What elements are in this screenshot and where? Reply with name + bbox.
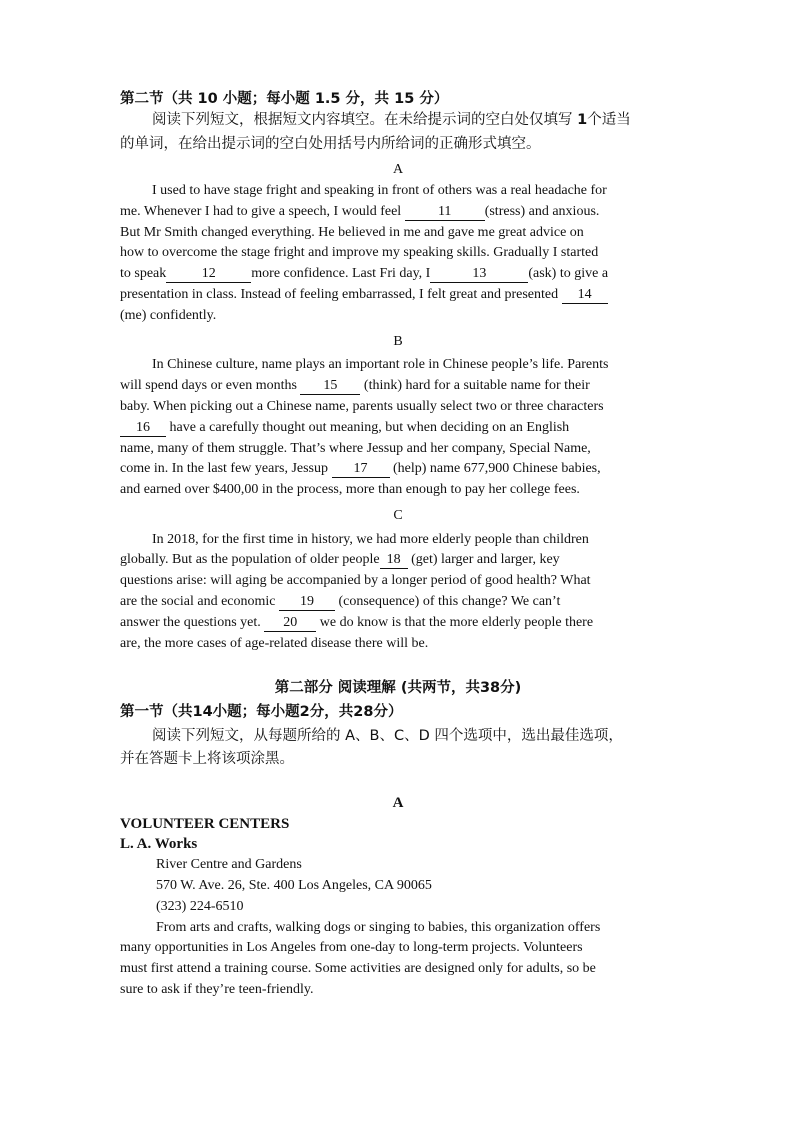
section-instruction-line2: 的单词，在给出提示词的空白处用括号内所给词的正确形式填空。: [120, 136, 541, 152]
passage-b-line: will spend days or even months 15 (think) hard for a suitable name for their: [120, 378, 590, 393]
address-line: 570 W. Ave. 26, Ste. 400 Los Angeles, CA 90065: [156, 878, 432, 893]
blank-20[interactable]: 20: [264, 615, 316, 632]
instruction-number: 1: [577, 112, 588, 128]
part-instruction-line2: 并在答题卡上将该项涂黑。: [120, 751, 294, 767]
reading-paragraph-line: From arts and crafts, walking dogs or singing to babies, this organization offers: [156, 920, 601, 935]
passage-b-line: name, many of them struggle. That’s where Jessup and her company, Special Name,: [120, 441, 591, 456]
blank-18[interactable]: 18: [380, 552, 408, 569]
passage-a-line: But Mr Smith changed everything. He believed in me and gave me great advice on: [120, 225, 584, 240]
organization-name: L. A. Works: [120, 836, 198, 852]
passage-b-line: 16 have a carefully thought out meaning, but when deciding on an English: [120, 418, 676, 438]
reading-paragraph-line: sure to ask if they’re teen-friendly.: [120, 982, 314, 997]
section-header: 第二节（共 10 小题；每小题 1.5 分，共 15 分）: [120, 91, 449, 107]
passage-label-b: B: [393, 334, 403, 349]
part-section-header: 第一节（共14小题；每小题2分，共28分）: [120, 704, 403, 720]
part-instruction-line1: 阅读下列短文，从每题所给的 A、B、C、D 四个选项中，选出最佳选项，: [152, 728, 623, 744]
phone-number: (323) 224-6510: [156, 899, 244, 914]
passage-b-line: baby. When picking out a Chinese name, parents usually select two or three characters: [120, 399, 604, 414]
passage-label-c: C: [393, 508, 403, 523]
instruction-text-b: 个适当: [587, 112, 631, 128]
blank-12[interactable]: 12: [166, 266, 251, 283]
passage-c-line: are the social and economic 19 (consequence) of this change? We can’t: [120, 594, 561, 609]
blank-14[interactable]: 14: [562, 287, 608, 304]
blank-19[interactable]: 19: [279, 594, 335, 611]
passage-a-line: presentation in class. Instead of feeling embarrassed, I felt great and presented 14: [120, 285, 676, 305]
reading-paragraph-line: many opportunities in Los Angeles from one-day to long-term projects. Volunteers: [120, 940, 583, 955]
passage-a-line: me. Whenever I had to give a speech, I would feel 11 (stress) and anxious.: [120, 204, 600, 219]
blank-16[interactable]: 16: [120, 420, 166, 437]
blank-15[interactable]: 15: [300, 378, 360, 395]
passage-b-line: In Chinese culture, name plays an important role in Chinese people’s life. Parents: [152, 357, 609, 372]
section-instruction-line1: [152, 109, 676, 131]
part-title: 第二部分 阅读理解 (共两节，共38分): [274, 680, 522, 696]
blank-17[interactable]: 17: [332, 461, 390, 478]
blank-11[interactable]: 11: [405, 204, 485, 221]
passage-c-line: questions arise: will aging be accompanied by a longer period of good health? What: [120, 573, 591, 588]
passage-label-a: A: [392, 162, 404, 177]
passage-a-line: to speak 12 more confidence. Last Fri day, I 13 (ask) to give a: [120, 266, 609, 281]
address-line: River Centre and Gardens: [156, 857, 302, 872]
reading-heading: VOLUNTEER CENTERS: [120, 816, 290, 832]
passage-c-line: globally. But as the population of older people 18 (get) larger and larger, key: [120, 552, 560, 567]
reading-paragraph-line: must first attend a training course. Some activities are designed only for adults, so be: [120, 961, 596, 976]
passage-b-line: and earned over $400,00 in the process, more than enough to pay her college fees.: [120, 482, 580, 497]
passage-a-line: (me) confidently.: [120, 308, 217, 323]
reading-label-a: A: [392, 795, 404, 811]
passage-c-line: answer the questions yet. 20 we do know is that the more elderly people there: [120, 615, 594, 630]
passage-c-line: In 2018, for the first time in history, we had more elderly people than children: [152, 532, 589, 547]
passage-a-line: I used to have stage fright and speaking in front of others was a real headache for: [152, 183, 607, 198]
blank-13[interactable]: 13: [430, 266, 528, 283]
passage-a-line: how to overcome the stage fright and improve my speaking skills. Gradually I started: [120, 245, 599, 260]
instruction-text-a: 阅读下列短文，根据短文内容填空。在未给提示词的空白处仅填写: [152, 112, 573, 128]
passage-c-line: are, the more cases of age-related disease there will be.: [120, 636, 429, 651]
passage-b-line: come in. In the last few years, Jessup 17 (help) name 677,900 Chinese babies,: [120, 461, 601, 476]
